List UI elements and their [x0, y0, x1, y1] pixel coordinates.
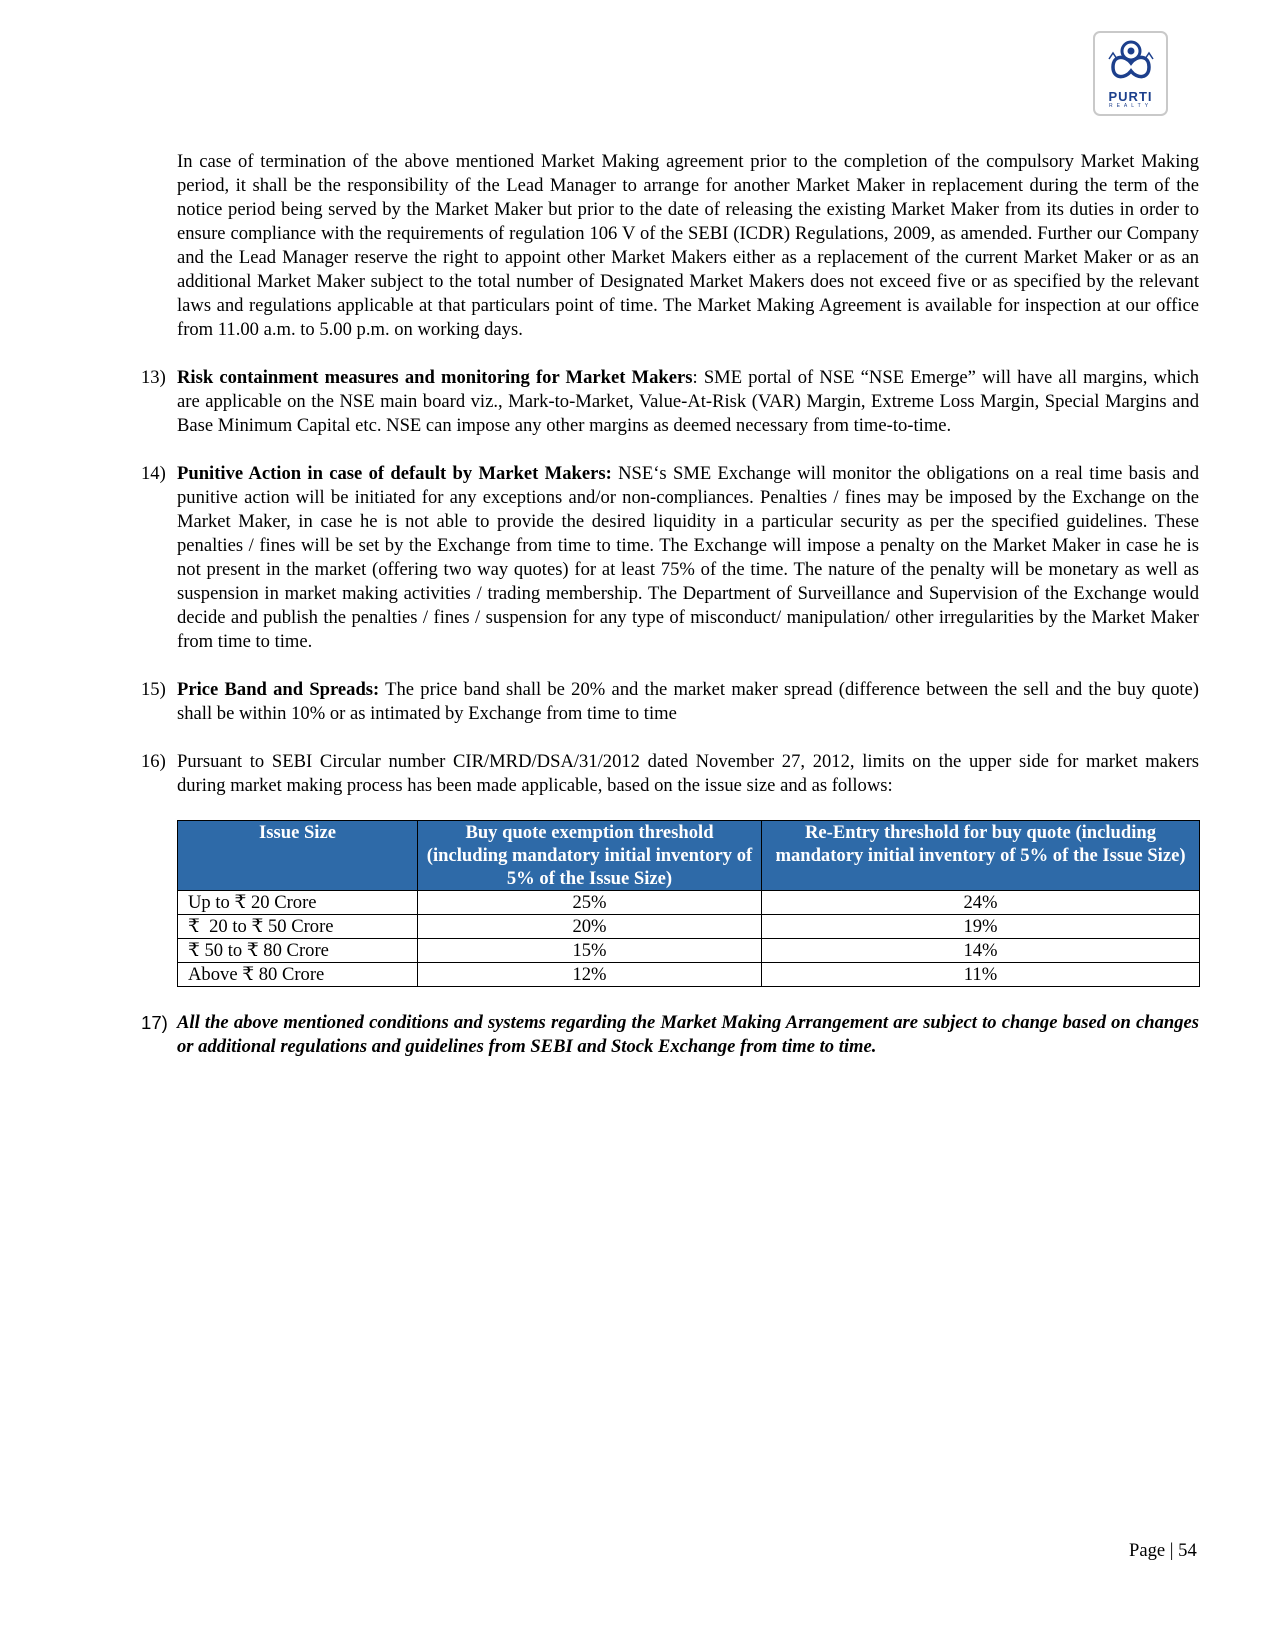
table-header-row	[178, 821, 1200, 891]
table-row	[178, 915, 1200, 939]
item-title: Risk containment measures and monitoring for Market Makers	[177, 367, 693, 388]
table-cell: 15%	[418, 939, 762, 963]
table-row	[178, 939, 1200, 963]
logo-name: PURTI	[1108, 89, 1153, 104]
table-cell: 19%	[762, 915, 1200, 939]
list-item-14	[141, 462, 1199, 654]
item-number: 15)	[141, 679, 166, 700]
column-header-issue-size: Issue Size	[178, 821, 418, 891]
item-text: NSE‘s SME Exchange will monitor the obligations on a real time basis and punitive action will be initiated for any exceptions and/or non-compliances. Penalties / fines may be imposed by the Exchange on the Market Maker, in case he is not able to provide the desired liquidity in a particular security as per the specified guidelines. These penalties / fines will be set by the Exchange from time to time. The Exchange will impose a penalty on the Market Maker in case he is not present in the market (offering two way quotes) for at least 75% of the time. The nature of the penalty will be monetary as well as suspension in market making activities / trading membership. The Department of Surveillance and Supervision of the Exchange would decide and publish the penalties / fines / suspension for any type of misconduct/ manipulation/ other irregularities by the Market Maker from time to time.	[177, 463, 1199, 652]
company-logo	[1093, 31, 1168, 116]
table-cell: ₹ 50 to ₹ 80 Crore	[178, 939, 418, 963]
item-text: : SME portal of NSE “NSE Emerge” will have all margins, which are applicable on the NSE main board viz., Mark-to-Market, Value-At-Risk (VAR) Margin, Extreme Loss Margin, Special Margins and Base Minimum Capital etc. NSE can impose any other margins as deemed necessary from time-to-time.	[177, 367, 1199, 436]
intro-paragraph: In case of termination of the above mentioned Market Making agreement prior to the completion of the compulsory Market Making period, it shall be the responsibility of the Lead Manager to arrange for another Market Maker in replacement during the term of the notice period being served by the Market Maker but prior to the date of releasing the existing Market Maker from its duties in order to ensure compliance with the requirements of regulation 106 V of the SEBI (ICDR) Regulations, 2009, as amended. Further our Company and the Lead Manager reserve the right to appoint other Market Makers either as a replacement of the current Market Maker or as an additional Market Maker subject to the total number of Designated Market Makers does not exceed five or as specified by the relevant laws and regulations applicable at that particulars point of time. The Market Making Agreement is available for inspection at our office from 11.00 a.m. to 5.00 p.m. on working days.	[177, 151, 1199, 340]
list-item-15	[141, 678, 1199, 726]
column-header-re-entry-threshold: Re-Entry threshold for buy quote (including mandatory initial inventory of 5% of the Issue Size)	[762, 821, 1200, 891]
logo-emblem-icon	[1103, 37, 1159, 89]
item-title: Punitive Action in case of default by Market Makers:	[177, 463, 612, 484]
table-cell: 24%	[762, 891, 1200, 915]
item-number: 17)	[141, 1012, 168, 1033]
list-item-13	[141, 366, 1199, 438]
logo-subtitle: REALTY	[1108, 103, 1153, 109]
table-cell: 20%	[418, 915, 762, 939]
column-header-buy-quote-exemption: Buy quote exemption threshold (including mandatory initial inventory of 5% of the Issue Size)	[418, 821, 762, 891]
document-body	[141, 150, 1199, 1059]
page-number: Page | 54	[1129, 1540, 1197, 1561]
table-cell: 12%	[418, 963, 762, 987]
market-maker-threshold-table	[177, 820, 1200, 987]
item-number: 16)	[141, 751, 166, 772]
table-row	[178, 891, 1200, 915]
list-item-17	[141, 1011, 1199, 1059]
table-cell: 11%	[762, 963, 1200, 987]
table-cell: 14%	[762, 939, 1200, 963]
table-cell: Up to ₹ 20 Crore	[178, 891, 418, 915]
table-cell: 25%	[418, 891, 762, 915]
item-text: The price band shall be 20% and the market maker spread (difference between the sell and the buy quote) shall be within 10% or as intimated by Exchange from time to time	[177, 679, 1199, 724]
list-item-16	[141, 750, 1199, 798]
item-text: Pursuant to SEBI Circular number CIR/MRD/DSA/31/2012 dated November 27, 2012, limits on the upper side for market makers during market making process has been made applicable, based on the issue size and as follows:	[177, 751, 1199, 796]
table-row	[178, 963, 1200, 987]
item-title: Price Band and Spreads:	[177, 679, 380, 700]
item-number: 14)	[141, 463, 166, 484]
table-cell: ₹ 20 to ₹ 50 Crore	[178, 915, 418, 939]
table-cell: Above ₹ 80 Crore	[178, 963, 418, 987]
item-text: All the above mentioned conditions and systems regarding the Market Making Arrangement are subject to change based on changes or additional regulations and guidelines from SEBI and Stock Exchange from time to time.	[177, 1012, 1199, 1057]
item-number: 13)	[141, 367, 166, 388]
